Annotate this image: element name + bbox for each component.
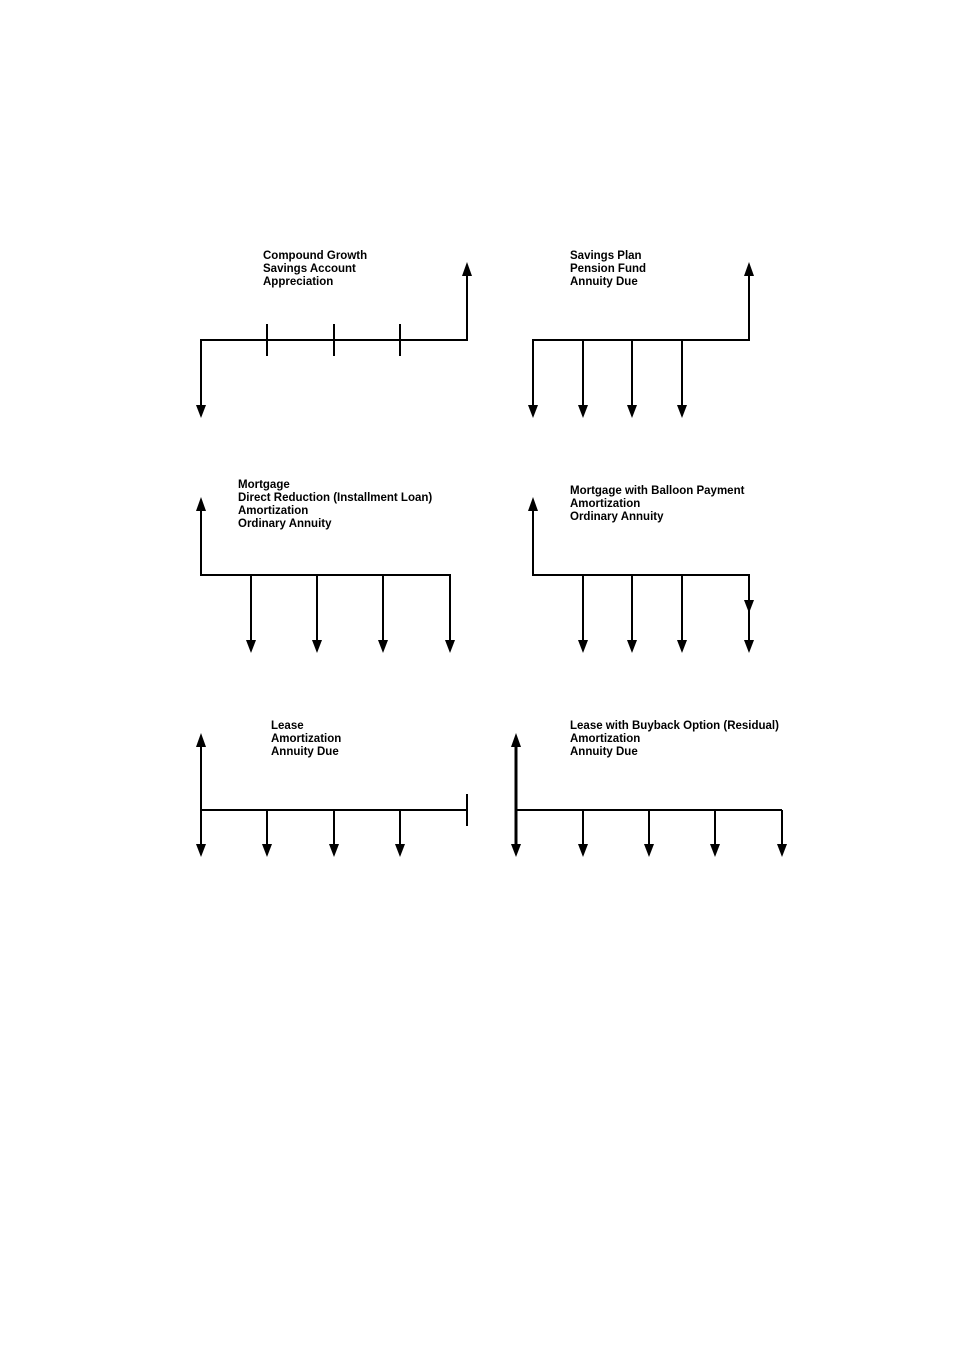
arrow-down: [329, 844, 339, 857]
diagram-label: Ordinary Annuity: [238, 518, 332, 530]
diagram-label: Compound Growth: [263, 250, 368, 262]
mortgage-diagram: [196, 497, 455, 653]
arrow-down: [262, 844, 272, 857]
mortgage-balloon-diagram: [528, 497, 754, 653]
arrow-down: [677, 640, 687, 653]
diagram-label: Annuity Due: [570, 746, 638, 758]
arrow-down: [744, 640, 754, 653]
diagram-label: Annuity Due: [271, 746, 339, 758]
diagram-label: Savings Plan: [570, 250, 642, 262]
diagram-label: Lease: [271, 720, 304, 732]
diagram-label: Mortgage: [238, 479, 290, 491]
arrow-up: [744, 262, 754, 276]
arrow-down: [511, 844, 521, 857]
arrow-down: [528, 405, 538, 418]
diagram-label: Appreciation: [263, 276, 334, 288]
arrow-down: [710, 844, 720, 857]
lease-diagram: [196, 733, 467, 857]
diagram-label: Ordinary Annuity: [570, 511, 664, 523]
arrow-down: [627, 640, 637, 653]
arrow-up: [196, 733, 206, 747]
diagram-label: Annuity Due: [570, 276, 638, 288]
lease-buyback-diagram: [511, 733, 787, 857]
arrow-down: [445, 640, 455, 653]
savings-plan-diagram: [528, 262, 754, 418]
arrow-down: [777, 844, 787, 857]
diagram-label: Pension Fund: [570, 263, 647, 275]
arrow-up: [462, 262, 472, 276]
arrow-down: [196, 405, 206, 418]
diagram-label: Amortization: [271, 733, 342, 745]
arrow-up: [196, 497, 206, 511]
arrow-down: [246, 640, 256, 653]
diagram-label: Amortization: [238, 505, 309, 517]
arrow-down: [395, 844, 405, 857]
diagram-label: Amortization: [570, 733, 641, 745]
arrow-down: [644, 844, 654, 857]
arrow-up: [528, 497, 538, 511]
arrow-up: [511, 733, 521, 747]
arrow-down: [312, 640, 322, 653]
arrow-down: [744, 600, 754, 613]
diagram-label: Amortization: [570, 498, 641, 510]
diagram-label: Lease with Buyback Option (Residual): [570, 720, 779, 732]
arrow-down: [196, 844, 206, 857]
diagram-label: Savings Account: [263, 263, 356, 275]
timeline: [533, 274, 749, 407]
arrow-down: [378, 640, 388, 653]
timeline: [533, 510, 749, 642]
arrow-down: [677, 405, 687, 418]
arrow-down: [578, 844, 588, 857]
compound-growth-diagram: [196, 262, 472, 418]
diagram-label: Mortgage with Balloon Payment: [570, 485, 745, 497]
arrow-down: [578, 640, 588, 653]
arrow-down: [578, 405, 588, 418]
diagram-label: Direct Reduction (Installment Loan): [238, 492, 433, 504]
arrow-down: [627, 405, 637, 418]
timeline: [201, 510, 450, 642]
